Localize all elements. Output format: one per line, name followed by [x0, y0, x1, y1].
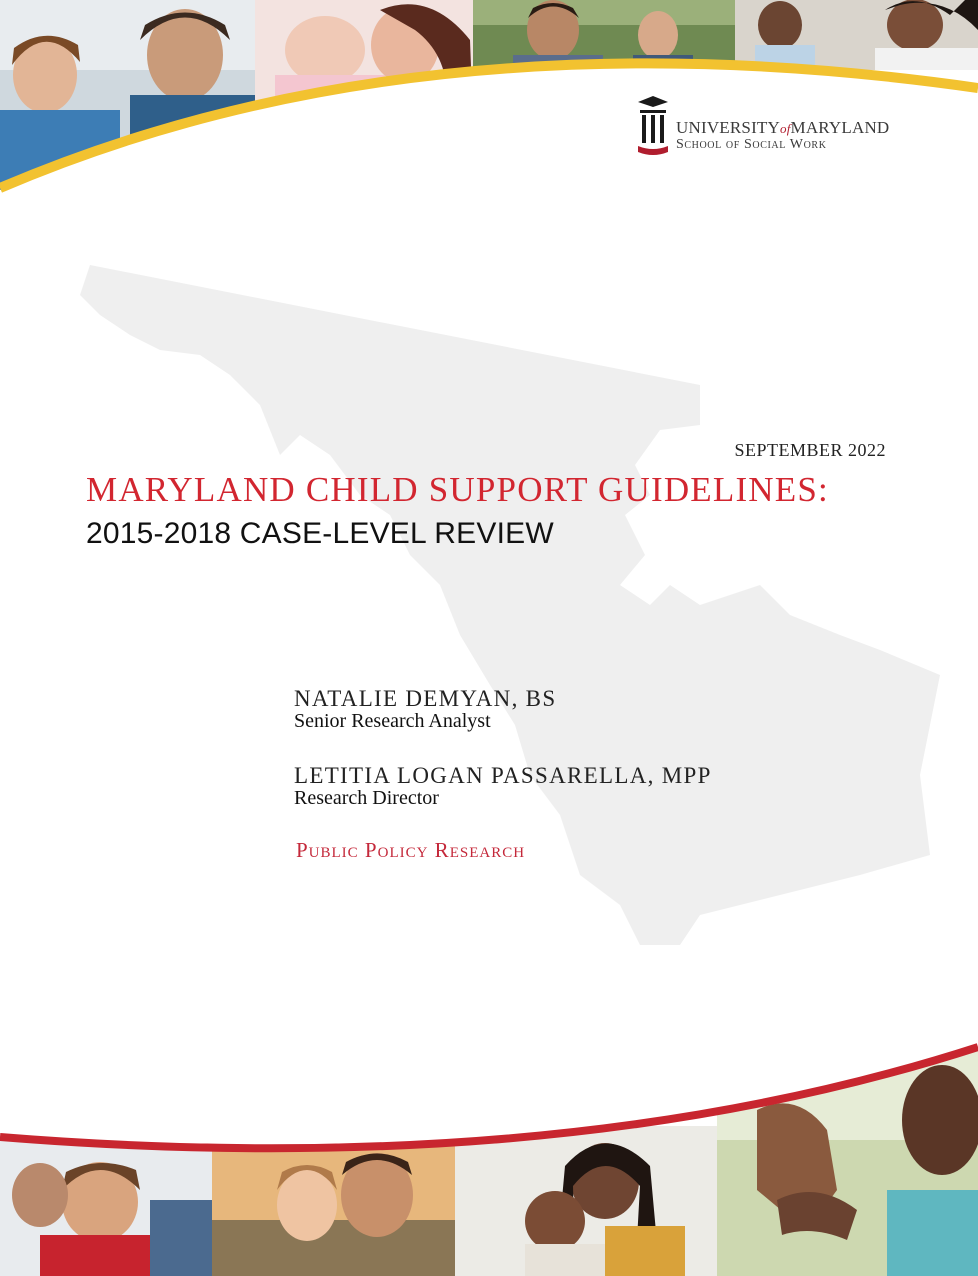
report-title: MARYLAND CHILD SUPPORT GUIDELINES: [86, 470, 829, 509]
author-role: Research Director [294, 787, 439, 809]
author-name: LETITIA LOGAN PASSARELLA, MPP [294, 763, 712, 788]
photo-parent-hug [0, 1140, 212, 1276]
author-name: NATALIE DEMYAN, BS [294, 686, 557, 711]
author-block [294, 763, 712, 810]
bottom-wave-divider [0, 1030, 978, 1155]
org-name-line1 [676, 118, 889, 138]
org-name-university: UNIVERSITY [676, 118, 780, 137]
university-logo [636, 96, 896, 160]
photo-father-daughter-sunset [212, 1140, 455, 1276]
university-columns-icon [636, 96, 670, 158]
author-block [294, 686, 556, 733]
org-name-maryland: MARYLAND [790, 118, 890, 137]
department-name: Public Policy Research [296, 838, 526, 862]
org-name-line2: School of Social Work [676, 137, 827, 152]
org-name-of: of [780, 121, 791, 136]
report-subtitle: 2015-2018 CASE-LEVEL REVIEW [86, 517, 554, 550]
report-date: SEPTEMBER 2022 [734, 440, 886, 460]
author-role: Senior Research Analyst [294, 710, 491, 732]
